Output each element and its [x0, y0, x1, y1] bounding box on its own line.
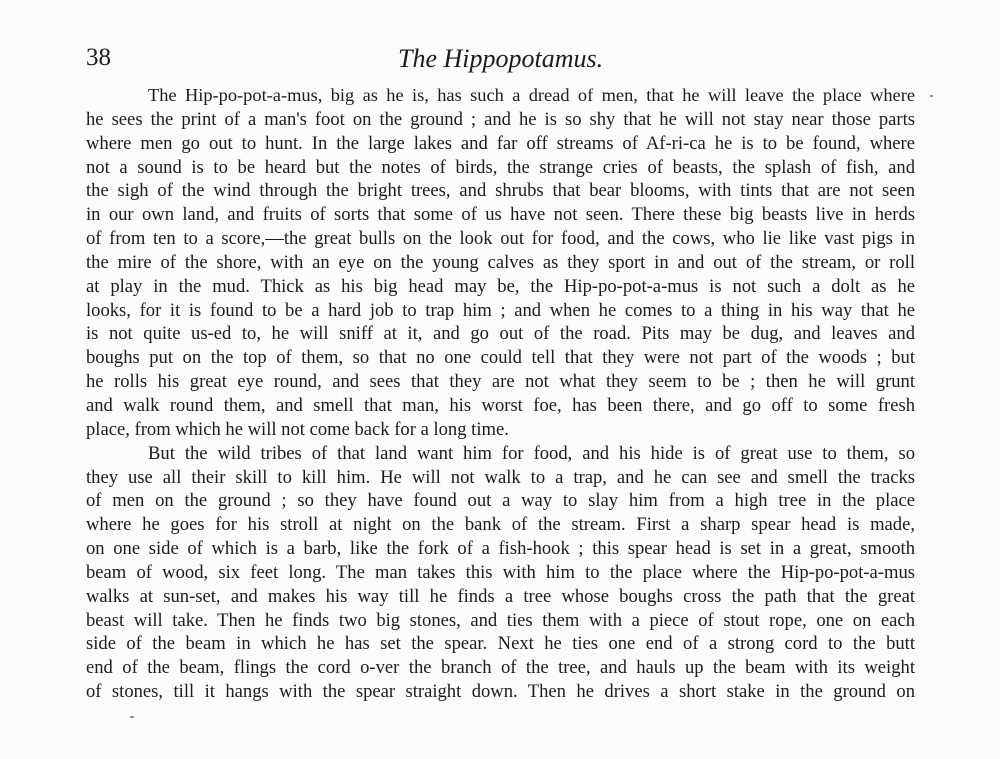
- text-line: looks, for it is found to be a hard job to trap him ; and when he comes to a thing in his way that he: [86, 299, 915, 321]
- text-line: boughs put on the top of them, so that no one could tell that they were not part of the woods ; but: [86, 347, 915, 369]
- text-line: is not quite us-ed to, he will sniff at it, and go out of the road. Pits may be dug, and leaves and: [86, 323, 915, 345]
- text-line: place, from which he will not come back for a long time.: [86, 418, 509, 440]
- page-number: 38: [86, 44, 111, 71]
- text-line: at play in the mud. Thick as his big head may be, the Hip-po-pot-a-mus is not such a dolt as he: [86, 275, 915, 297]
- text-line: not a sound is to be heard but the notes of birds, the strange cries of beasts, the splash of fish, and: [86, 156, 915, 178]
- text-line: on one side of which is a barb, like the fork of a fish-hook ; this spear head is set in a great, smooth: [86, 538, 915, 560]
- paper-speck: [930, 95, 933, 97]
- text-line: they use all their skill to kill him. He will not walk to a trap, and he can see and smell the tracks: [86, 466, 915, 488]
- text-line: in our own land, and fruits of sorts that some of us have not seen. There these big beasts live in herds: [86, 204, 915, 226]
- text-line: end of the beam, flings the cord o-ver the branch of the tree, and hauls up the beam with its weight: [86, 657, 915, 679]
- text-line: beast will take. Then he finds two big stones, and ties them with a piece of stout rope, one on each: [86, 609, 915, 631]
- running-title: The Hippopotamus.: [398, 44, 604, 73]
- text-line: he sees the print of a man's foot on the ground ; and he is so shy that he will not stay near those parts: [86, 108, 915, 130]
- text-line: and walk round them, and smell that man, his worst foe, has been there, and go off to some fresh: [86, 394, 915, 416]
- paper-speck: [130, 716, 134, 718]
- text-line: walks at sun-set, and makes his way till he finds a tree whose boughs cross the path that the great: [86, 585, 915, 607]
- paragraph-2: [86, 442, 915, 704]
- body-text: [86, 84, 915, 704]
- text-line: beam of wood, six feet long. The man takes this with him to the place where the Hip-po-pot-a-mus: [86, 561, 915, 583]
- paragraph-1: [86, 84, 915, 442]
- text-line: the mire of the shore, with an eye on the young calves as they sport in and out of the stream, or roll: [86, 251, 915, 273]
- text-line: of stones, till it hangs with the spear straight down. Then he drives a short stake in the ground on: [86, 681, 915, 703]
- text-line: the sigh of the wind through the bright trees, and shrubs that bear blooms, with tints that are not seen: [86, 180, 915, 202]
- text-line: But the wild tribes of that land want him for food, and his hide is of great use to them, so: [148, 442, 915, 464]
- text-line: he rolls his great eye round, and sees that they are not what they seem to be ; then he will grunt: [86, 371, 915, 393]
- text-line: of men on the ground ; so they have found out a way to slay him from a high tree in the place: [86, 490, 915, 512]
- text-line: The Hip-po-pot-a-mus, big as he is, has such a dread of men, that he will leave the place where: [148, 85, 915, 105]
- text-line: of from ten to a score,—the great bulls on the look out for food, and the cows, who lie like vast pigs in: [86, 228, 915, 250]
- text-line: side of the beam in which he has set the spear. Next he ties one end of a strong cord to the butt: [86, 633, 915, 655]
- text-line: where men go out to hunt. In the large lakes and far off streams of Af-ri-ca he is to be found, where: [86, 132, 915, 154]
- text-line: where he goes for his stroll at night on the bank of the stream. First a sharp spear head is made,: [86, 514, 915, 536]
